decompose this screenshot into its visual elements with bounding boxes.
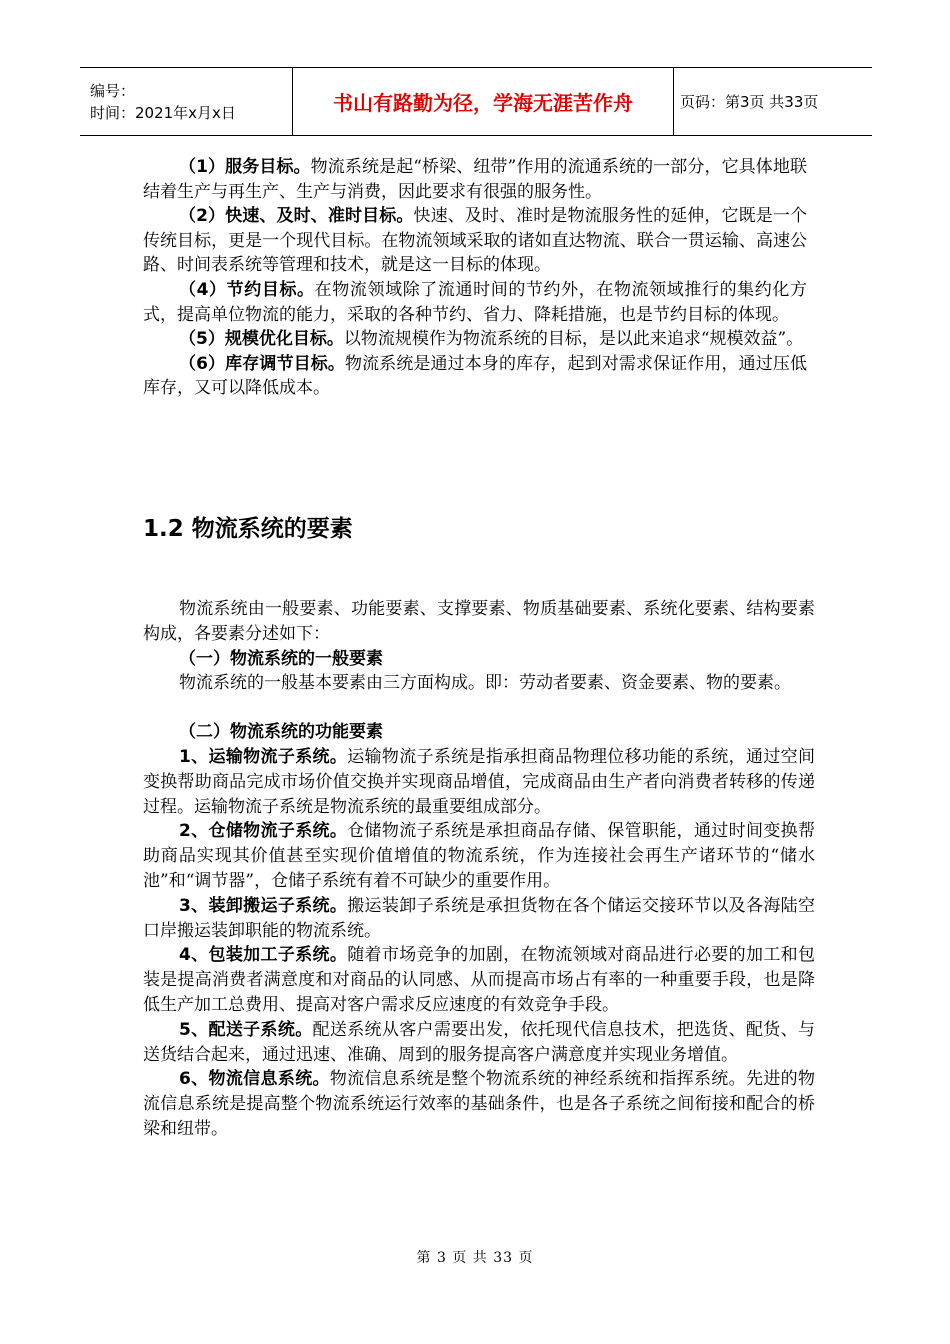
page-header (80, 67, 872, 136)
item-label: 3、装卸搬运子系统。 (179, 895, 348, 916)
goal-label: （4）节约目标。 (179, 279, 315, 300)
functional-item (143, 1018, 815, 1068)
goal-paragraph (143, 155, 807, 204)
goal-paragraph (143, 204, 807, 278)
functional-item (143, 745, 815, 819)
header-page-info: 页码：第3页 共33页 (674, 68, 873, 136)
functional-item (143, 943, 815, 1017)
goal-label: （5）规模优化目标。 (179, 329, 344, 350)
item-text: 配送系统从客户需要出发，依托现代信息技术，把选货、配货、与送货结合起来，通过迅速、准确、周到的服务提高客户满意度并实现业务增值。 (143, 1019, 815, 1065)
item-text: 仓储物流子系统是承担商品存储、保管职能，通过时间变换帮助商品实现其价值甚至实现价值增值的物流系统，作为连接社会再生产诸环节的“储水池”和“调节器”，仓储子系统有着不可缺少的重要作用。 (143, 821, 815, 891)
goal-text: 物流系统是通过本身的库存，起到对需求保证作用，通过压低库存，又可以降低成本。 (143, 353, 807, 399)
page-footer: 第 3 页 共 33 页 (416, 1250, 534, 1266)
item-text: 搬运装卸子系统是承担货物在各个储运交接环节以及各海陆空口岸搬运装卸职能的物流系统。 (143, 895, 815, 941)
goal-text: 在物流领域除了流通时间的节约外，在物流领域推行的集约化方式，提高单位物流的能力，采取的各种节约、省力、降耗措施，也是节约目标的体现。 (143, 279, 807, 325)
goal-paragraph (143, 352, 807, 401)
spacer (143, 696, 815, 720)
general-elements-title: （一）物流系统的一般要素 (179, 648, 383, 669)
item-label: 1、运输物流子系统。 (179, 746, 348, 767)
goal-text: 以物流规模作为物流系统的目标，是以此来追求“规模效益”。 (343, 329, 804, 350)
item-label: 6、物流信息系统。 (179, 1069, 330, 1090)
section-heading: 1.2 物流系统的要素 (143, 516, 353, 542)
goal-paragraph (143, 327, 807, 352)
item-label: 2、仓储物流子系统。 (179, 821, 348, 842)
functional-item (143, 1067, 815, 1141)
document-date: 时间：2021年x月x日 (90, 103, 236, 122)
item-text: 运输物流子系统是指承担商品物理位移功能的系统，通过空间变换帮助商品完成市场价值交换并实现商品增值，完成商品由生产者向消费者转移的传递过程。运输物流子系统是物流系统的最重要组成部分。 (143, 746, 815, 817)
item-text: 随着市场竞争的加剧，在物流领域对商品进行必要的加工和包装是提高消费者满意度和对商品的认同感、从而提高市场占有率的一种重要手段，也是降低生产加工总费用、提高对客户需求反应速度的有效竞争手段。 (143, 945, 815, 1015)
goal-label: （2）快速、及时、准时目标。 (179, 206, 414, 227)
document-number-label: 编号： (90, 81, 136, 100)
goal-text: 物流系统是起“桥梁、纽带”作用的流通系统的一部分，它具体地联结着生产与再生产、生产与消费，因此要求有很强的服务性。 (143, 157, 807, 202)
item-text: 物流信息系统是整个物流系统的神经系统和指挥系统。先进的物流信息系统是提高整个物流系统运行效率的基础条件，也是各子系统之间衔接和配合的桥梁和纽带。 (143, 1069, 815, 1139)
general-elements-text: 物流系统的一般基本要素由三方面构成。即：劳动者要素、资金要素、物的要素。 (179, 673, 791, 694)
item-label: 4、包装加工子系统。 (179, 945, 348, 966)
intro-paragraph: 物流系统由一般要素、功能要素、支撑要素、物质基础要素、系统化要素、结构要素构成，各要素分述如下： (143, 599, 815, 644)
header-meta (80, 68, 293, 136)
goal-label: （6）库存调节目标。 (179, 353, 345, 374)
header-motto: 书山有路勤为径，学海无涯苦作舟 (293, 68, 674, 136)
goal-text: 快速、及时、准时是物流服务性的延伸，它既是一个传统目标，更是一个现代目标。在物流领域采取的诸如直达物流、联合一贯运输、高速公路、时间表系统等管理和技术，就是这一目标的体现。 (143, 206, 808, 276)
goal-paragraph (143, 278, 807, 327)
elements-section (143, 597, 815, 1142)
functional-elements-title: （二）物流系统的功能要素 (179, 722, 383, 743)
item-label: 5、配送子系统。 (179, 1019, 313, 1040)
goals-section (143, 155, 807, 401)
functional-item (143, 819, 815, 893)
goal-label: （1）服务目标。 (179, 157, 311, 177)
functional-item (143, 894, 815, 944)
